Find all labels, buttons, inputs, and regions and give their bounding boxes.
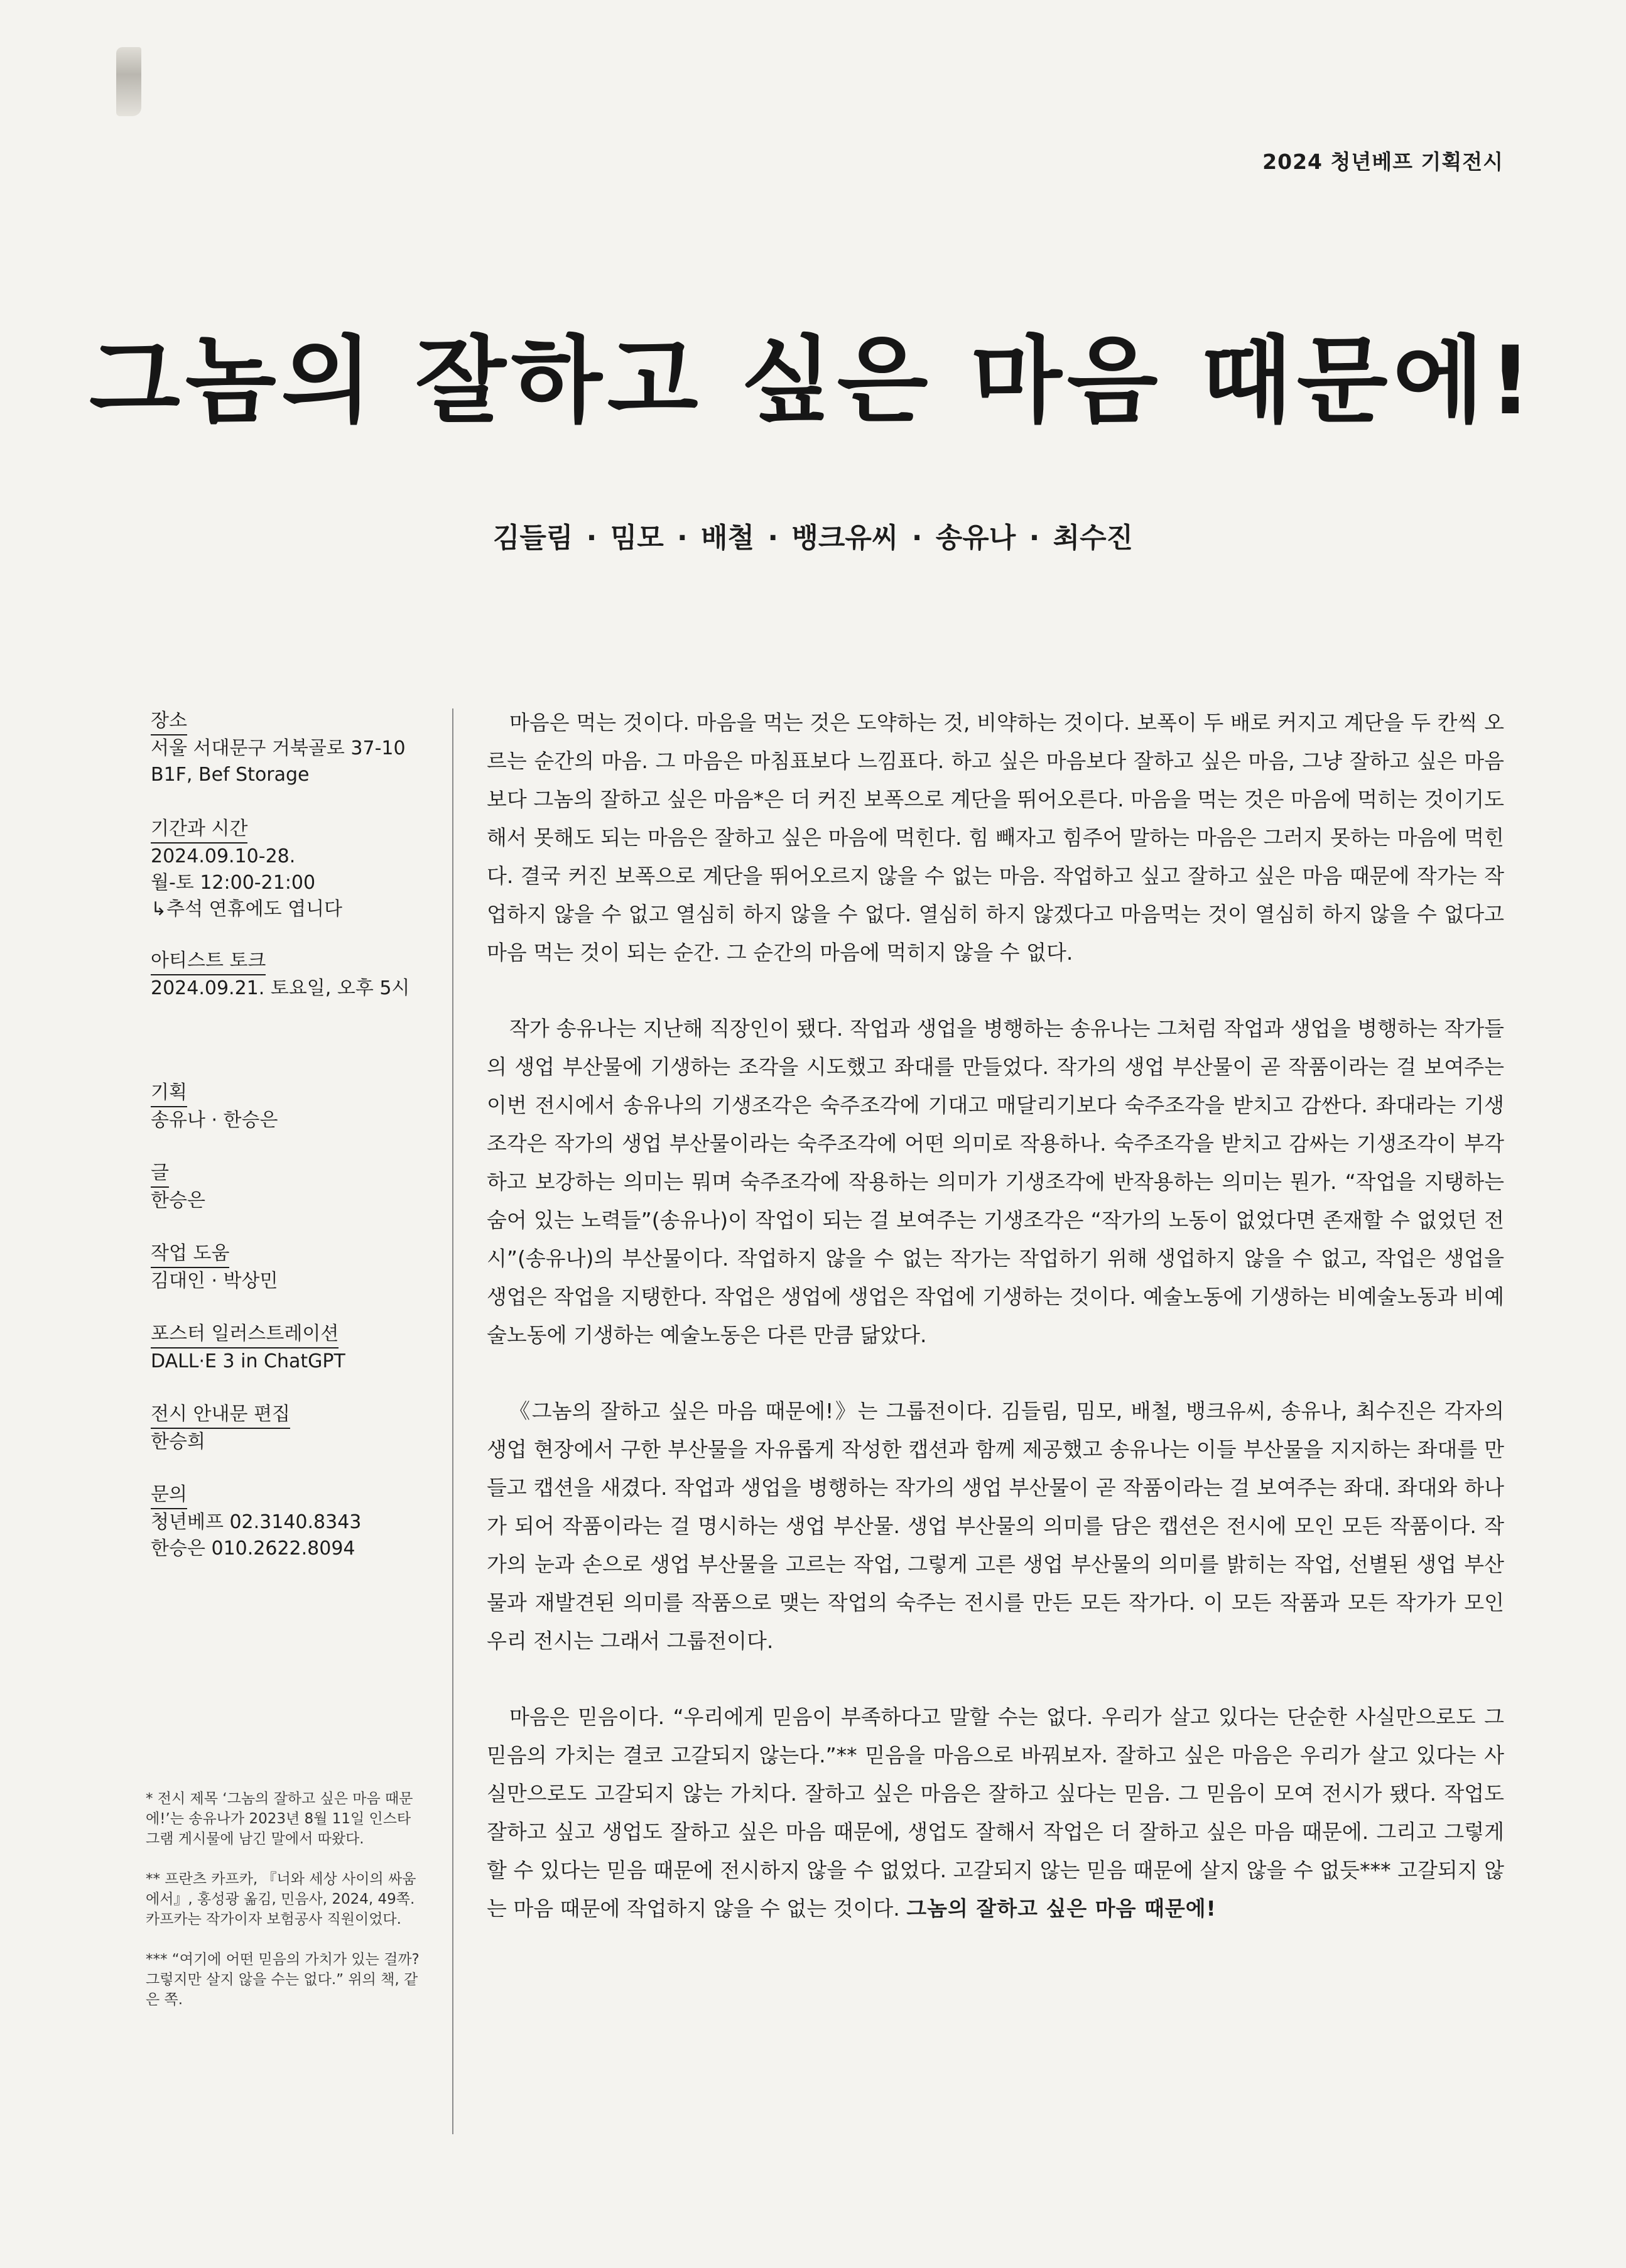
period-line: 2024.09.10-28. [151, 845, 296, 867]
footnote: ** 프란츠 카프카, 『너와 세상 사이의 싸움에서』, 홍성광 옮김, 민음사, 2024, 49쪽. 카프카는 작가이자 보험공사 직원이었다. [146, 1871, 416, 1928]
closing-emphasis: 그놈의 잘하고 싶은 마음 때문에! [906, 1896, 1217, 1921]
period-line: ↳추석 연휴에도 엽니다 [151, 898, 343, 920]
assistance-line: 김대인 · 박상민 [151, 1270, 278, 1292]
essay-paragraph: 마음은 먹는 것이다. 마음을 먹는 것은 도약하는 것, 비약하는 것이다. 보폭이 두 배로 커지고 계단을 두 칸씩 오르는 순간의 마음. 그 마음은 마침표보다 느낌표다. 하고 싶은 마음보다 잘하고 싶은 마음, 그냥 잘하고 싶은 마음보다 그놈의 잘하고 싶은 마음*은 더 커진 보폭으로 계단을 뛰어오른다. 마음을 먹는 것은 마음에 먹히는 것이기도 해서 못해도 되는 마음은 잘하고 싶은 마음에 먹힌다. 힘 빼자고 힘주어 말하는 마음은 그러지 못하는 마음에 먹힌다. 결국 커진 보폭으로 계단을 뛰어오르지 않을 수 없는 마음. 작업하고 싶고 잘하고 싶은 마음 때문에 작가는 작업하지 않을 수 없고 열심히 하지 않을 수 없다. 열심히 하지 않겠다고 마음먹는 것이 열심히 하지 않을 수 없다고 마음 먹는 것이 되는 순간. 그 순간의 마음에 먹히지 않을 수 없다. [487, 710, 1504, 965]
planning-heading: 기획 [151, 1080, 187, 1107]
essay-paragraph [487, 1698, 1504, 1928]
period-heading: 기간과 시간 [151, 817, 247, 844]
writing-heading: 글 [151, 1161, 169, 1188]
editing-line: 한승희 [151, 1431, 205, 1453]
paper-tear-mark [116, 47, 141, 116]
footnotes [146, 1789, 422, 2030]
planning-section [151, 1080, 452, 1134]
writing-section [151, 1161, 452, 1214]
footnote: * 전시 제목 ‘그놈의 잘하고 싶은 마음 때문에!’는 송유나가 2023년 8월 11일 인스타그램 게시물에 남긴 말에서 따왔다. [146, 1791, 413, 1847]
planning-line: 송유나 · 한승은 [151, 1109, 278, 1131]
artist-list: 김들림 · 밈모 · 배철 · 뱅크유씨 · 송유나 · 최수진 [492, 522, 1134, 554]
poster-line: DALL·E 3 in ChatGPT [151, 1350, 345, 1372]
essay-paragraph: 《그놈의 잘하고 싶은 마음 때문에!》는 그룹전이다. 김들림, 밈모, 배철, 뱅크유씨, 송유나, 최수진은 각자의 생업 현장에서 구한 부산물을 자유롭게 작성한 캡션과 함께 제공했고 송유나는 이들 부산물을 지지하는 좌대를 만들고 캡션을 새겼다. 작업과 생업을 병행하는 작가의 생업 부산물이 곧 작품이라는 걸 보여주는 좌대. 좌대와 하나가 되어 작품이라는 걸 명시하는 생업 부산물. 생업 부산물의 의미를 담은 캡션은 전시에 모인 모든 작품이다. 작가의 눈과 손으로 생업 부산물을 고르는 작업, 그렇게 고른 생업 부산물의 의미를 밝히는 작업, 선별된 생업 부산물과 재발견된 의미를 작품으로 맺는 작업의 숙주는 전시를 만든 모든 작가다. 이 모든 작품과 모든 작가가 모인 우리 전시는 그래서 그룹전이다. [487, 1399, 1504, 1653]
column-divider [452, 708, 453, 2134]
artist-talk-line: 2024.09.21. 토요일, 오후 5시 [151, 977, 410, 999]
editing-heading: 전시 안내문 편집 [151, 1402, 290, 1429]
venue-line: B1F, Bef Storage [151, 764, 310, 786]
assistance-section [151, 1241, 452, 1294]
poster-section [151, 1321, 452, 1375]
essay-paragraph: 작가 송유나는 지난해 직장인이 됐다. 작업과 생업을 병행하는 송유나는 그처럼 작업과 생업을 병행하는 작가들의 생업 부산물에 기생하는 조각을 시도했고 좌대를 만들었다. 작가의 생업 부산물이 곧 작품이라는 걸 보여주는 이번 전시에서 송유나의 기생조각은 숙주조각에 기대고 매달리기보다 숙주조각을 받치고 감싼다. 좌대라는 기생조각은 작가의 생업 부산물이라는 숙주조각에 어떤 의미로 작용하나. 숙주조각을 받치고 감싸는 기생조각이 부각하고 보강하는 의미는 뭐며 숙주조각에 작용하는 의미가 기생조각에 반작용하는 의미는 뭔가. “작업을 지탱하는 숨어 있는 노력들”(송유나)이 작업이 되는 걸 보여주는 기생조각은 “작가의 노동이 없었다면 존재할 수 없었던 전시”(송유나)의 부산물이다. 작업하지 않을 수 없는 작가는 작업하기 위해 생업하지 않을 수 없고, 작업은 생업을 생업은 작업을 지탱한다. 작업은 생업에 생업은 작업에 기생하는 것이다. 예술노동에 기생하는 비예술노동과 비예술노동에 기생하는 예술노동은 다른 만큼 닮았다. [487, 1016, 1504, 1347]
contact-section [151, 1482, 452, 1562]
contact-heading: 문의 [151, 1482, 187, 1509]
footnote: *** “여기에 어떤 믿음의 가치가 있는 걸까? 그렇지만 살지 않을 수는 없다.” 위의 책, 같은 쪽. [146, 1951, 420, 2008]
artist-talk-heading: 아티스트 토크 [151, 948, 266, 975]
venue-section [151, 708, 452, 788]
contact-line: 한승은 010.2622.8094 [151, 1538, 355, 1560]
main-essay [487, 703, 1504, 1965]
exhibition-series-label: 2024 청년베프 기획전시 [1262, 149, 1504, 174]
period-section [151, 817, 452, 923]
exhibition-title: 그놈의 잘하고 싶은 마음 때문에! [89, 327, 1537, 436]
venue-line: 서울 서대문구 거북골로 37-10 [151, 737, 406, 759]
essay-paragraph-text: 마음은 믿음이다. “우리에게 믿음이 부족하다고 말할 수는 없다. 우리가 살고 있다는 단순한 사실만으로도 그 믿음의 가치는 결코 고갈되지 않는다.”** 믿음을 마음으로 바꿔보자. 잘하고 싶은 마음은 우리가 살고 있다는 사실만으로도 고갈되지 않는 가치다. 잘하고 싶은 마음은 잘하고 싶다는 믿음. 그 믿음이 모여 전시가 됐다. 작업도 잘하고 싶고 생업도 잘하고 싶은 마음 때문에, 생업도 잘해서 작업은 더 잘하고 싶은 마음 때문에. 그리고 그렇게 할 수 있다는 믿음 때문에 전시하지 않을 수 없었다. 고갈되지 않는 믿음 때문에 살지 않을 수 없듯*** 고갈되지 않는 마음 때문에 작업하지 않을 수 없는 것이다. [487, 1705, 1504, 1921]
poster-heading: 포스터 일러스트레이션 [151, 1321, 339, 1348]
contact-line: 청년베프 02.3140.8343 [151, 1511, 362, 1533]
writing-line: 한승은 [151, 1190, 205, 1212]
period-line: 월-토 12:00-21:00 [151, 872, 316, 894]
artist-talk-section [151, 948, 452, 1002]
venue-heading: 장소 [151, 708, 187, 735]
editing-section [151, 1402, 452, 1455]
assistance-heading: 작업 도움 [151, 1241, 229, 1268]
